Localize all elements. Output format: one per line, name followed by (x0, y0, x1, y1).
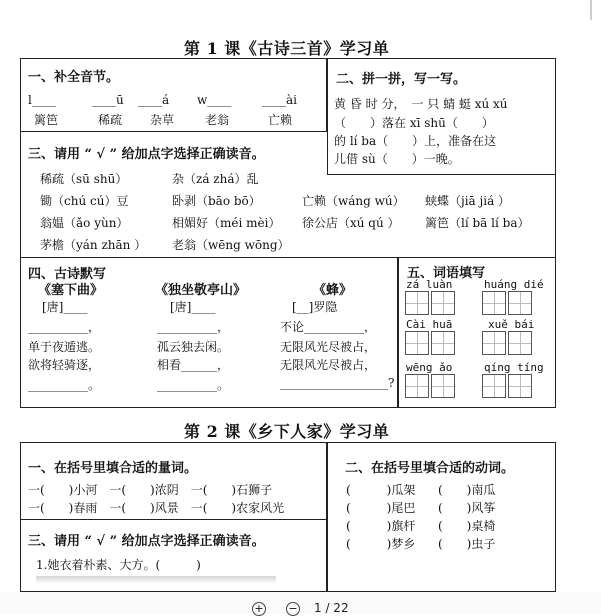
section2-heading: 二、拼一拼，写一写。 (336, 72, 467, 87)
reading-item-2: 杂（zá zhá）乱 (172, 172, 259, 186)
scrollbar[interactable] (590, 0, 592, 20)
reading-item-7: 翁媪（ǎo yùn） (40, 216, 129, 230)
cut-off-text (36, 576, 276, 584)
char-grid-5[interactable] (405, 374, 457, 398)
poem3-line3: 无限风光尽被占， (280, 358, 377, 372)
syllable-5: ____ài (262, 93, 297, 107)
pinyin-5: wēng ǎo (406, 361, 453, 374)
section5-heading: 五、词语填写 (407, 266, 486, 281)
reading-item-12: 老翁（wēng wōng） (172, 238, 290, 252)
poem2-line3: 相看______， (157, 358, 230, 372)
poem3-author: [__]罗隐 (292, 300, 338, 314)
section2-line-3: 的 lí ba（ ）上，准备在这 (334, 134, 497, 148)
section2-line-2: （ ）落在 xī shū（ ） (334, 116, 494, 130)
poem1-line4: __________。 (28, 378, 101, 392)
lesson1-title: 第 1 课《古诗三首》学习单 (184, 39, 390, 58)
syllable-1: l____ (28, 93, 56, 107)
char-grid-4[interactable] (482, 331, 534, 355)
pinyin-2: huáng dié (484, 278, 544, 291)
word-3: 杂草 (150, 113, 175, 127)
poem2-line4: __________。 (157, 378, 230, 392)
reading-item-1: 稀疏（sū shū） (40, 172, 128, 186)
poem3-line1: 不论__________， (280, 320, 377, 334)
l2-measure-row-1: 一( )小河 一( )浓阴 一( )石狮子 (28, 483, 273, 497)
pinyin-6: qíng tíng (484, 361, 544, 374)
char-grid-1[interactable] (405, 291, 457, 315)
l2-verb-1: ( )瓜架 (346, 483, 416, 497)
lesson2-title: 第 2 课《乡下人家》学习单 (184, 422, 390, 441)
poem1-line1: __________， (28, 320, 101, 334)
reading-item-11: 茅檐（yán zhān ） (40, 238, 147, 252)
reading-item-6: 蛱蝶（jiā jiá ） (425, 194, 511, 208)
l2-verb-6: ( )桌椅 (438, 519, 496, 533)
reading-item-5: 亡赖（wáng wú） (302, 194, 405, 208)
l2-verb-4: ( )风筝 (438, 501, 496, 515)
poem1-author: [唐]____ (42, 300, 88, 314)
pinyin-3: Cài huā (406, 318, 453, 331)
poem1-line3: 欲将轻骑逐， (28, 358, 101, 372)
l2-verb-7: ( )梦乡 (346, 537, 416, 551)
reading-item-8: 相媚好（méi mèi） (172, 216, 281, 230)
l2-section3-item-1: 1.她衣着朴素、大方。( ) (36, 558, 201, 572)
syllable-4: w____ (197, 93, 232, 107)
reading-item-10: 篱笆（lí bā lí ba） (425, 216, 530, 230)
l2-verb-2: ( )南瓜 (438, 483, 496, 497)
reading-item-9: 徐公店（xú qú ） (302, 216, 400, 230)
l2-measure-row-2: 一( )春雨 一( )风景 一( )农家风光 (28, 501, 285, 515)
poem2-line2: 孤云独去闲。 (157, 340, 230, 354)
char-grid-2[interactable] (482, 291, 534, 315)
poem1-line2: 单于夜遁逃。 (28, 340, 101, 354)
pinyin-1: zá luàn (406, 278, 453, 291)
poem2-line1: __________， (157, 320, 230, 334)
l2-section3-heading: 三、请用 “ √ ” 给加点字选择正确读音。 (28, 534, 265, 549)
char-grid-3[interactable] (405, 331, 457, 355)
poem3-title: 《蜂》 (313, 283, 353, 298)
poem2-title: 《独坐敬亭山》 (155, 283, 247, 298)
zoom-in-button[interactable]: + (252, 602, 266, 616)
l2-verb-5: ( )旗杆 (346, 519, 416, 533)
syllable-2: ____ū (92, 93, 124, 107)
reading-item-4: 卧剥（bāo bō） (172, 194, 261, 208)
section2-line-4: 儿借 sù（ ）一晚。 (334, 152, 460, 166)
pinyin-4: xuě bái (488, 318, 535, 331)
zoom-out-button[interactable]: − (286, 602, 300, 616)
poem3-line4: __________________? (280, 376, 395, 390)
reading-item-3: 锄（chú cú）豆 (40, 194, 129, 208)
word-4: 老翁 (205, 113, 230, 127)
page-indicator: 1 / 22 (314, 601, 349, 615)
l2-verb-3: ( )尾巴 (346, 501, 416, 515)
word-2: 稀疏 (98, 113, 123, 127)
poem2-author: [唐]____ (170, 300, 216, 314)
char-grid-6[interactable] (482, 374, 534, 398)
word-1: 篱笆 (34, 113, 59, 127)
l2-verb-8: ( )虫子 (438, 537, 496, 551)
l2-section1-heading: 一、在括号里填合适的量词。 (28, 461, 198, 476)
l2-section2-heading: 二、在括号里填合适的动词。 (345, 461, 515, 476)
poem1-title: 《塞下曲》 (38, 283, 104, 298)
poem3-line2: 无限风光尽被占， (280, 340, 377, 354)
syllable-3: ____á (138, 93, 170, 107)
section2-line-1: 黄 昏 时 分， 一 只 蜻 蜓 xú xú (334, 97, 508, 111)
pdf-toolbar (0, 592, 601, 614)
section3-heading: 三、请用 “ √ ” 给加点字选择正确读音。 (28, 147, 265, 162)
section4-heading: 四、古诗默写 (28, 267, 107, 282)
section1-heading: 一、补全音节。 (28, 70, 120, 85)
word-5: 亡赖 (268, 113, 293, 127)
